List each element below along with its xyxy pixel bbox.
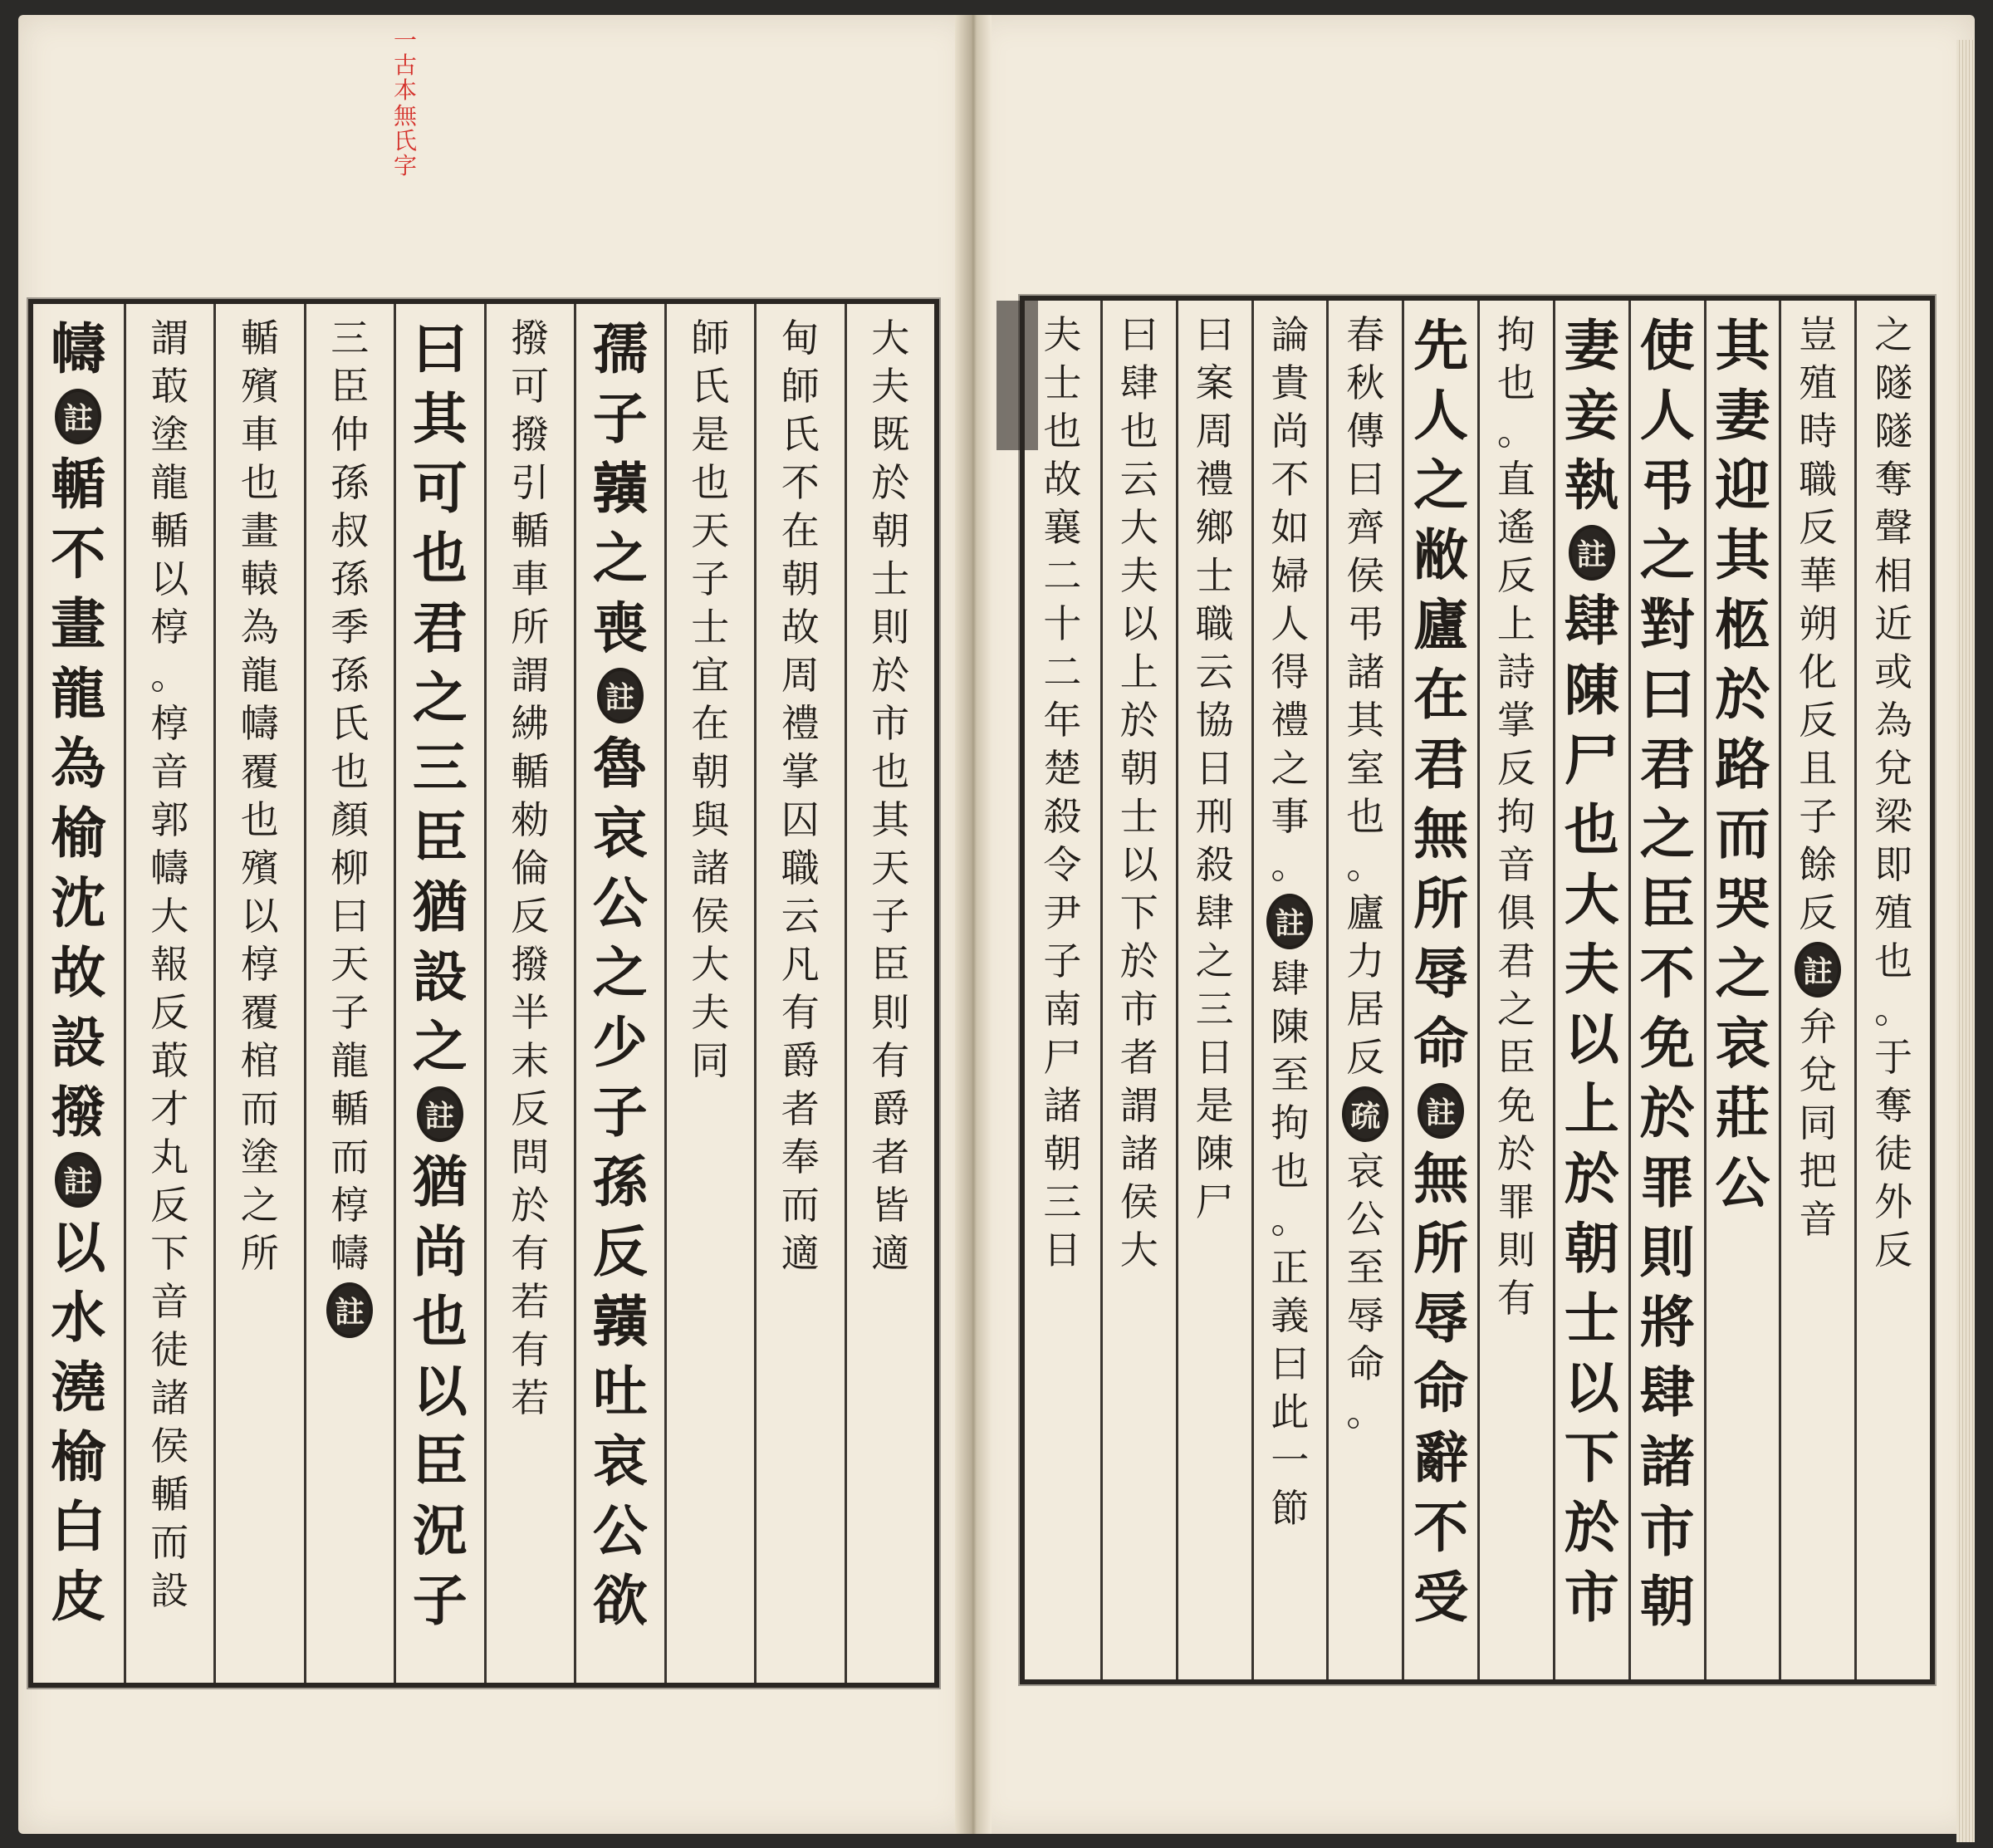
text-column: 師 氏 是 也 天 子 士 宜 在 朝 與 諸 侯 大 夫 同 bbox=[664, 304, 755, 1683]
right-text-frame bbox=[1020, 296, 1935, 1684]
text-column: 使 人 弔 之 對 曰 君 之 臣 不 免 於 罪 則 將 肆 諸 市 朝 bbox=[1628, 301, 1704, 1679]
text-column: 謂 菆 塗 龍 輴 以 椁 。 椁 音 郭 幬 大 報 反 菆 才 丸 反 下 音 徒 諸 侯 輴 而 設 bbox=[124, 304, 214, 1683]
text-column: 大 夫 既 於 朝 士 則 於 市 也 其 天 子 臣 則 有 爵 者 皆 適 bbox=[845, 304, 935, 1683]
marginal-note: 一 古 本 無 氏 字 bbox=[393, 27, 417, 180]
text-column: 曰 案 周 禮 鄉 士 職 云 協 日 刑 殺 肆 之 三 日 是 陳 尸 bbox=[1176, 301, 1251, 1679]
text-column: 妻 妾 執 註 肆 陳 尸 也 大 夫 以 上 於 朝 士 以 下 於 市 bbox=[1553, 301, 1628, 1679]
text-column: 其 妻 迎 其 柩 於 路 而 哭 之 哀 莊 公 bbox=[1704, 301, 1780, 1679]
text-column: 豈 殖 時 職 反 華 朔 化 反 且 子 餘 反 註 弁 兌 同 把 音 bbox=[1779, 301, 1854, 1679]
text-column: 論 貴 尚 不 如 婦 人 得 禮 之 事 。 註 肆 陳 至 拘 也 。 正 義 曰 此 一 節 bbox=[1251, 301, 1327, 1679]
text-column: 孺 子 𪏆 之 喪 註 魯 哀 公 之 少 子 孫 反 𪏆 吐 哀 公 欲 bbox=[574, 304, 664, 1683]
text-column: 曰 肆 也 云 大 夫 以 上 於 朝 士 以 下 於 市 者 謂 諸 侯 大 bbox=[1100, 301, 1176, 1679]
left-text-frame bbox=[28, 299, 939, 1688]
text-column: 拘 也 。 直 遙 反 上 詩 掌 反 拘 音 俱 君 之 臣 免 於 罪 則 有 bbox=[1477, 301, 1553, 1679]
book-gutter bbox=[955, 15, 992, 1834]
text-column: 先 人 之 敝 廬 在 君 無 所 辱 命 註 無 所 辱 命 辭 不 受 bbox=[1402, 301, 1477, 1679]
text-column: 夫 士 也 故 襄 二 十 二 年 楚 殺 令 尹 子 南 尸 諸 朝 三 日 bbox=[1043, 312, 1082, 1272]
text-column: 之 隧 隧 奪 聲 相 近 或 為 兌 梁 即 殖 也 。 于 奪 徒 外 反 bbox=[1854, 301, 1930, 1679]
text-column: 撥 可 撥 引 輴 車 所 謂 紼 輴 勑 倫 反 撥 半 末 反 問 於 有 若 有 若 bbox=[484, 304, 575, 1683]
text-column: 幬 註 輴 不 畫 龍 為 榆 沈 故 設 撥 註 以 水 澆 榆 白 皮 bbox=[51, 316, 106, 1629]
text-column: 甸 師 氏 不 在 朝 故 周 禮 掌 囚 職 云 凡 有 爵 者 奉 而 適 bbox=[754, 304, 845, 1683]
text-column: 三 臣 仲 孫 叔 孫 季 孫 氏 也 顏 柳 曰 天 子 龍 輴 而 椁 幬 註 bbox=[304, 304, 394, 1683]
text-column: 輴 殯 車 也 畫 轅 為 龍 幬 覆 也 殯 以 椁 覆 棺 而 塗 之 所 bbox=[213, 304, 304, 1683]
page-edge bbox=[1956, 40, 1975, 1842]
text-column: 春 秋 傳 曰 齊 侯 弔 諸 其 室 也 。 廬 力 居 反 疏 哀 公 至 辱 命 。 bbox=[1326, 301, 1402, 1679]
text-column: 曰 其 可 也 君 之 三 臣 猶 設 之 註 猶 尚 也 以 臣 況 子 bbox=[394, 304, 484, 1683]
